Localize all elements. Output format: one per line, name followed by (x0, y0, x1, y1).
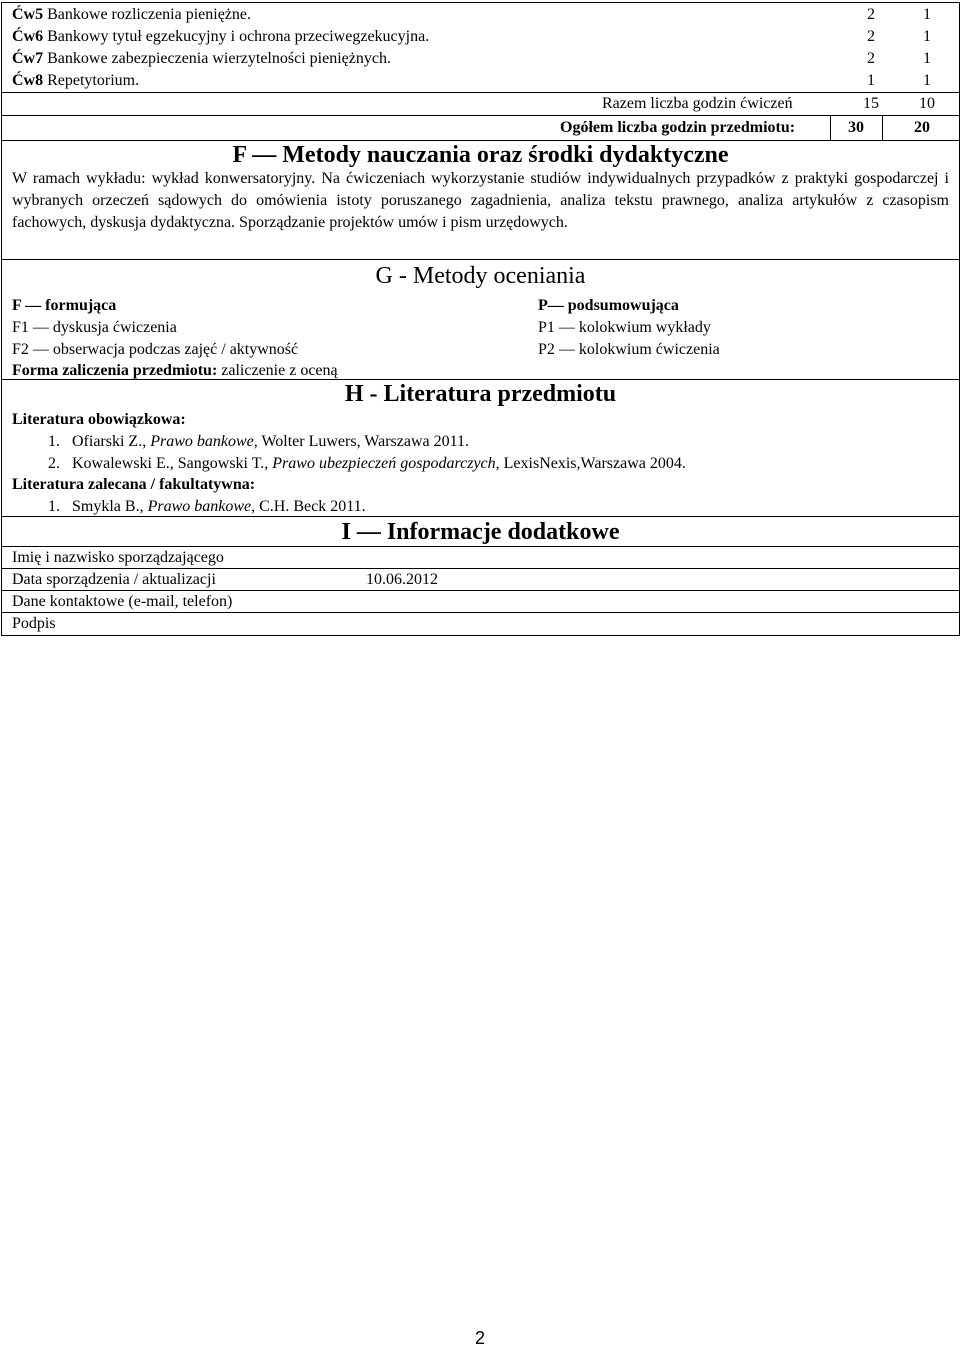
section-i-header (2, 517, 959, 547)
section-f-title: F — Metody nauczania oraz środki dydaktyczne (232, 142, 729, 168)
literature-number: 1. (48, 498, 60, 515)
exercise-row (12, 49, 391, 69)
exercise-title: Bankowy tytuł egzekucyjny i ochrona przeciwegzekucyjna. (43, 28, 430, 45)
exercises-total-part: 10 (919, 95, 935, 112)
literature-author: Smykla B., (72, 498, 148, 515)
section-h (2, 380, 959, 517)
exercise-row (12, 27, 429, 47)
column-divider (830, 116, 831, 140)
literature-item (48, 432, 469, 452)
section-h-title: H - Literatura przedmiotu (344, 381, 617, 407)
formative-item: F1 — dyskusja ćwiczenia (12, 319, 177, 336)
literature-publisher: , Wolter Luwers, Warszawa 2011. (253, 433, 470, 450)
exercise-hours-full: 2 (867, 28, 875, 45)
literature-item (48, 497, 366, 517)
section-g (2, 260, 959, 380)
exercises-list (2, 3, 959, 93)
overall-total-full: 30 (848, 119, 864, 136)
section-i-title: I — Informacje dodatkowe (341, 519, 620, 545)
info-label: Podpis (12, 615, 56, 632)
summative-item: P2 — kolokwium ćwiczenia (538, 341, 720, 358)
info-label: Data sporządzenia / aktualizacji (12, 571, 216, 588)
course-document (1, 2, 960, 636)
info-row (2, 591, 959, 613)
literature-number: 1. (48, 433, 60, 450)
exercise-title: Bankowe rozliczenia pieniężne. (43, 6, 252, 23)
literature-author: Ofiarski Z., (72, 433, 151, 450)
assessment-form (12, 361, 338, 381)
overall-total-label: Ogółem liczba godzin przedmiotu: (560, 119, 796, 136)
exercise-code: Ćw5 (12, 6, 44, 23)
overall-total-row (2, 116, 959, 141)
exercise-hours-part: 1 (923, 28, 931, 45)
info-row (2, 569, 959, 591)
exercises-total-label: Razem liczba godzin ćwiczeń (602, 95, 793, 112)
exercise-hours-part: 1 (923, 72, 931, 89)
info-label: Imię i nazwisko sporządzającego (12, 549, 224, 566)
exercise-hours-full: 2 (867, 6, 875, 23)
literature-publisher: , LexisNexis,Warszawa 2004. (495, 455, 686, 472)
exercise-title: Repetytorium. (43, 72, 140, 89)
literature-item (48, 454, 686, 474)
exercise-code: Ćw7 (12, 50, 44, 67)
required-literature-label: Literatura obowiązkowa: (12, 411, 186, 428)
exercise-row (12, 71, 139, 91)
exercise-hours-full: 2 (867, 50, 875, 67)
literature-title: Prawo bankowe (147, 498, 252, 515)
exercise-row (12, 5, 251, 25)
recommended-literature-label: Literatura zalecana / fakultatywna: (12, 476, 256, 493)
formative-item: F2 — obserwacja podczas zajęć / aktywność (12, 341, 299, 358)
section-f (2, 141, 959, 260)
literature-number: 2. (48, 455, 60, 472)
literature-publisher: , C.H. Beck 2011. (251, 498, 366, 515)
assessment-form-value: zaliczenie z oceną (217, 362, 338, 379)
page-number: 2 (474, 1328, 485, 1348)
summative-title: P— podsumowująca (538, 297, 679, 314)
info-value: 10.06.2012 (366, 571, 438, 588)
literature-title: Prawo ubezpieczeń gospodarczych (272, 455, 496, 472)
summative-item: P1 — kolokwium wykłady (538, 319, 711, 336)
exercise-code: Ćw6 (12, 28, 44, 45)
column-divider (882, 116, 883, 140)
literature-title: Prawo bankowe (150, 433, 254, 450)
info-row (2, 547, 959, 569)
section-f-body: W ramach wykładu: wykład konwersatoryjny. Na ćwiczeniach wykorzystanie studiów indywidualnych przypadków z praktyki gospodarczej i wybranych orzeczeń sądowych do omówienia istoty poruszanego zagadnienia, analiza tekstu prawnego, analiza artykułów z czasopism fachowych, dyskusja dydaktyczna. Sporządzanie projektów umów i pism urzędowych. (12, 170, 949, 231)
exercise-hours-part: 1 (923, 6, 931, 23)
exercise-title: Bankowe zabezpieczenia wierzytelności pieniężnych. (43, 50, 391, 67)
exercise-code: Ćw8 (12, 72, 44, 89)
section-g-title: G - Metody oceniania (375, 263, 586, 289)
info-label: Dane kontaktowe (e-mail, telefon) (12, 593, 233, 610)
exercise-hours-full: 1 (867, 72, 875, 89)
formative-title: F — formująca (12, 297, 117, 314)
overall-total-part: 20 (914, 119, 930, 136)
info-row (2, 613, 959, 635)
literature-author: Kowalewski E., Sangowski T., (72, 455, 273, 472)
exercise-hours-part: 1 (923, 50, 931, 67)
assessment-form-label: Forma zaliczenia przedmiotu: (12, 362, 218, 379)
exercises-total-full: 15 (863, 95, 879, 112)
exercises-total-row (2, 93, 959, 116)
